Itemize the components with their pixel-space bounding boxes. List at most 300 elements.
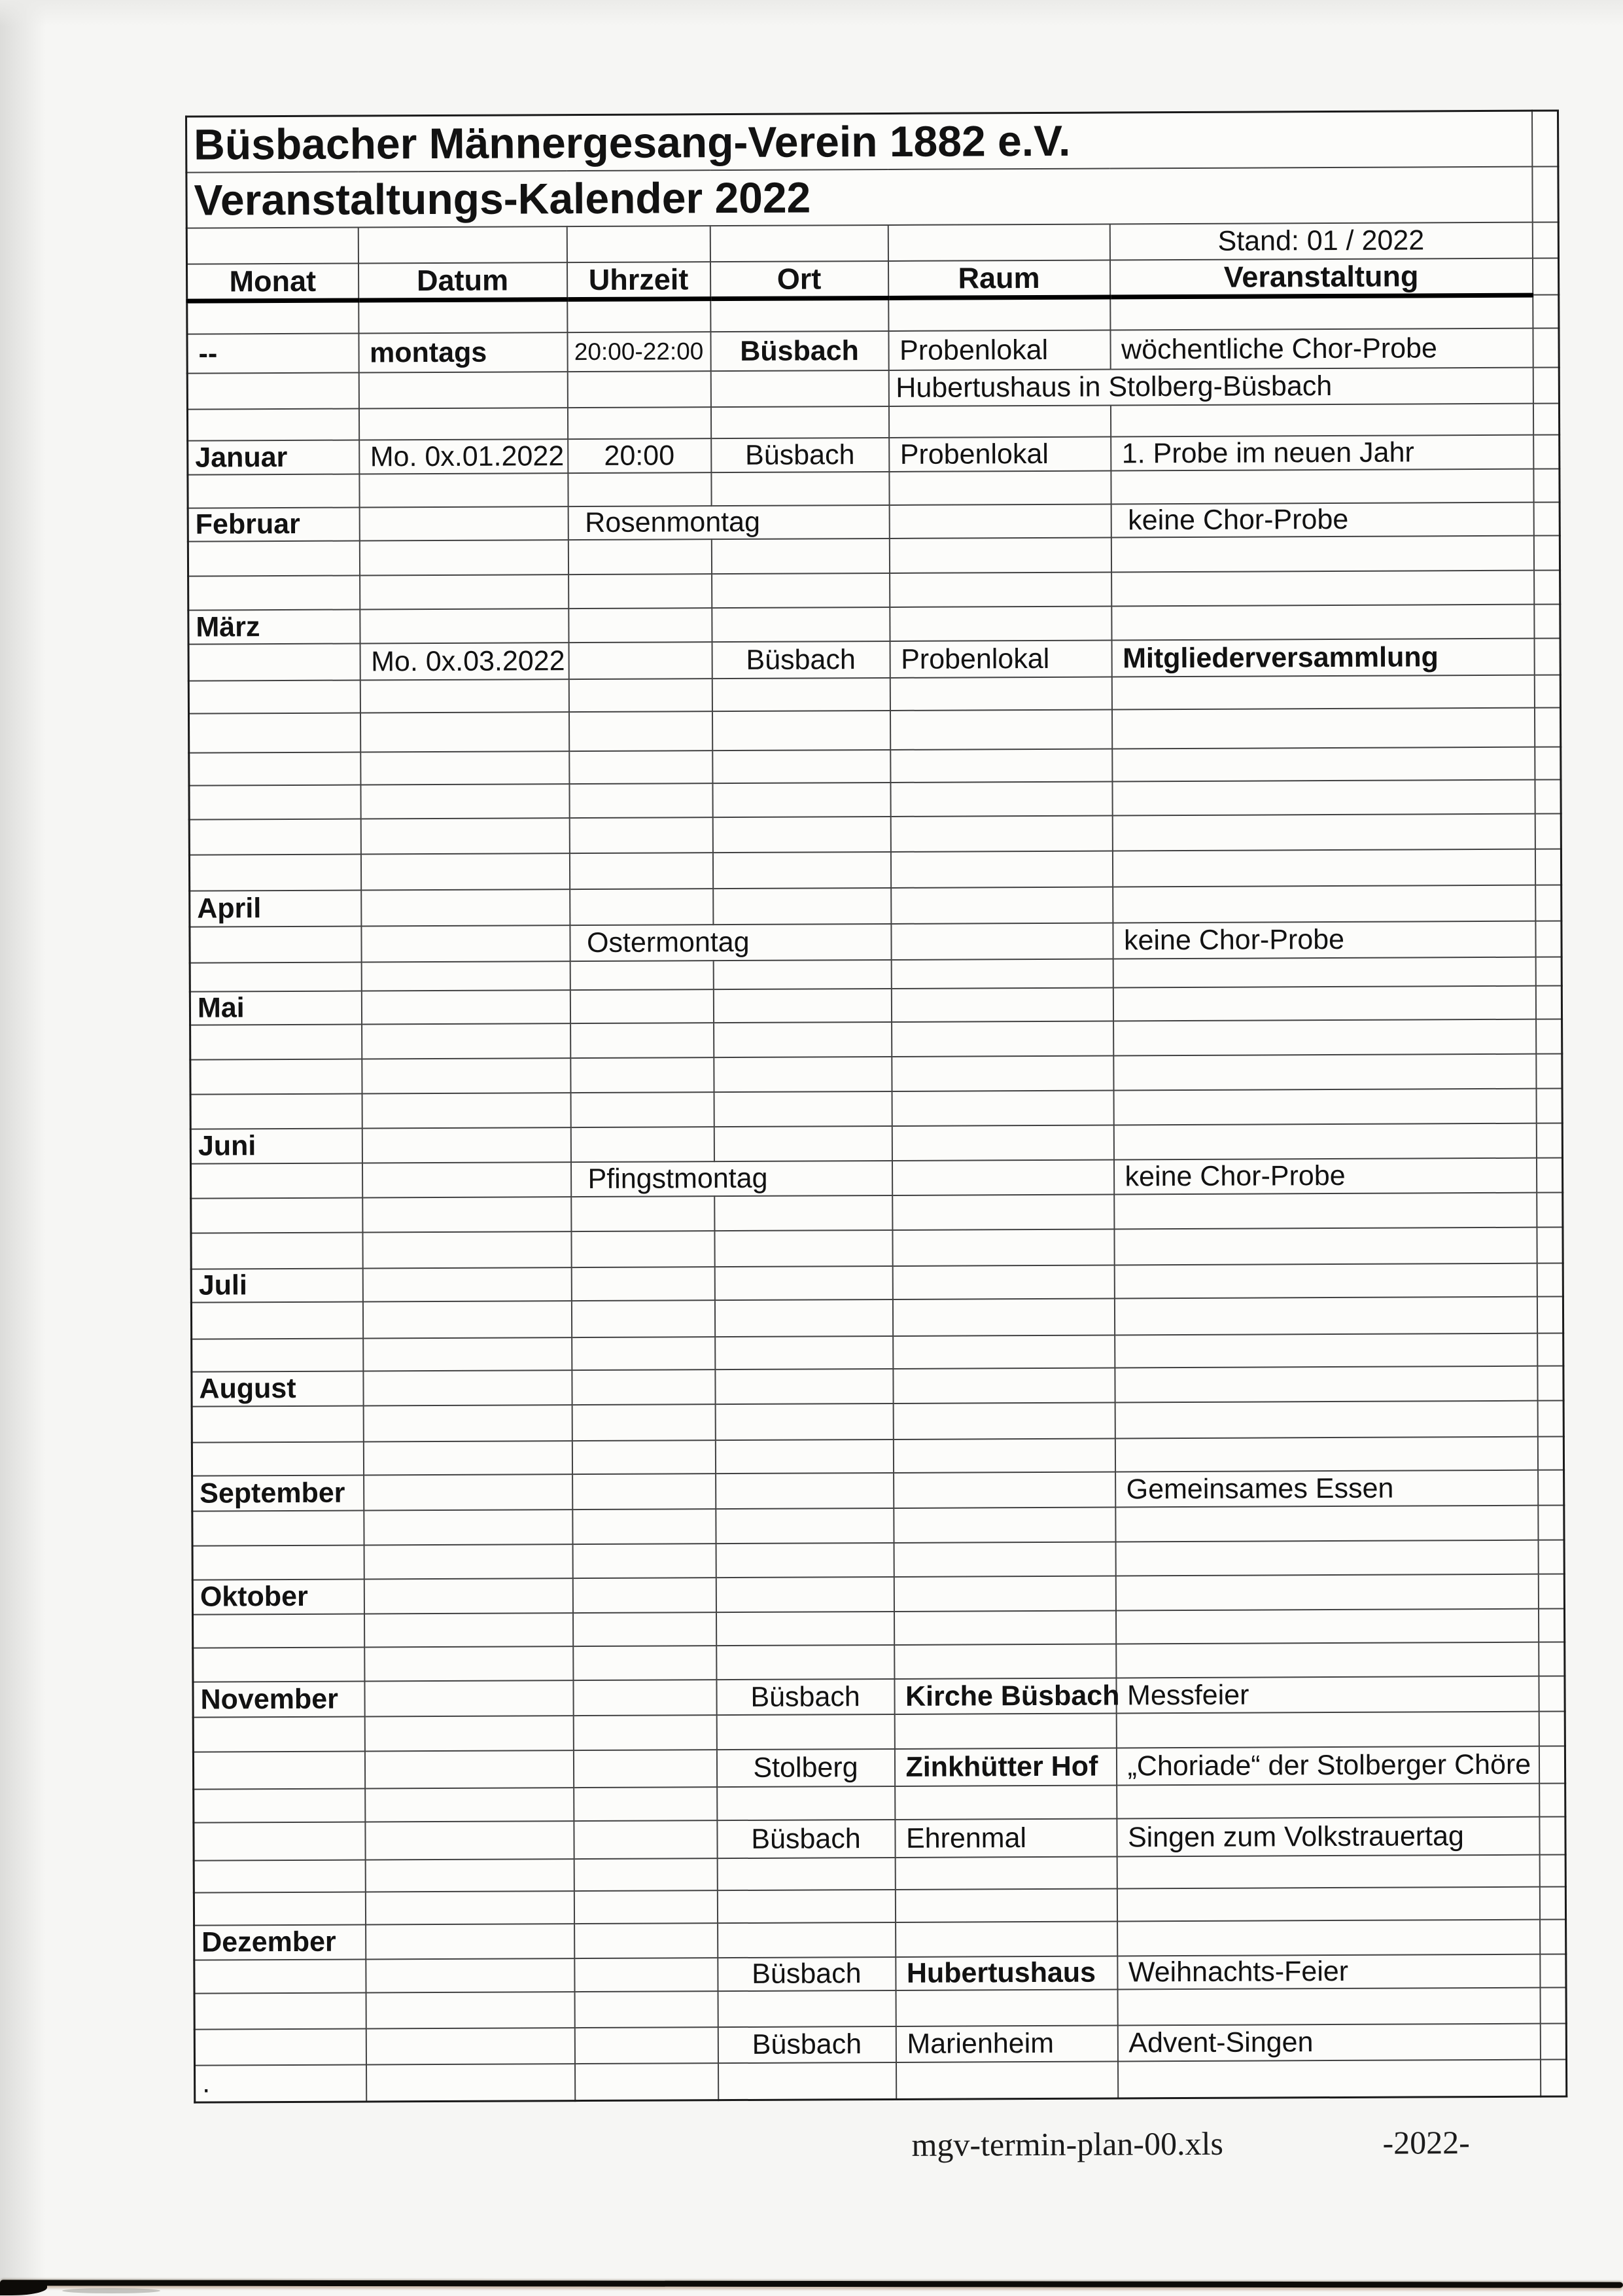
margin-cell [1536, 1019, 1562, 1053]
empty-cell [892, 1125, 1113, 1160]
table-row [187, 368, 1559, 410]
cell-veranstaltung: keine Chor-Probe [1111, 503, 1533, 538]
empty-cell [194, 1992, 366, 2029]
margin-cell [1538, 1505, 1564, 1540]
empty-cell [714, 1057, 892, 1092]
cell-datum: Mo. 0x.03.2022 [360, 643, 568, 680]
empty-cell [892, 1021, 1113, 1056]
empty-cell [567, 298, 710, 332]
empty-cell [714, 1195, 892, 1231]
empty-cell [1117, 1920, 1540, 1956]
empty-cell [894, 1644, 1116, 1678]
margin-cell [1539, 1746, 1565, 1783]
empty-cell [361, 990, 570, 1024]
cell-monat: Juni [190, 1129, 362, 1164]
empty-cell [1113, 986, 1535, 1021]
empty-cell [890, 781, 1112, 816]
margin-cell [1540, 2023, 1566, 2059]
empty-cell [891, 959, 1113, 988]
paper-top-edge-shading [0, 0, 1623, 26]
margin-cell [1532, 222, 1558, 258]
table-row [195, 2059, 1567, 2102]
empty-cell [890, 677, 1111, 710]
empty-cell [366, 1958, 574, 1992]
empty-cell [188, 644, 360, 681]
empty-cell [194, 1860, 365, 1892]
document-title-row [186, 111, 1558, 172]
empty-cell [366, 1992, 574, 2028]
cell-raum: Hubertushaus in Stolberg-Büsbach [888, 368, 1533, 406]
empty-cell [716, 1473, 894, 1509]
empty-cell [894, 1542, 1115, 1576]
empty-cell [362, 1093, 570, 1128]
cell-uhrzeit: 20:00 [568, 438, 711, 473]
empty-cell [1111, 675, 1534, 710]
empty-cell [188, 474, 359, 508]
margin-cell [1533, 328, 1559, 368]
empty-cell [574, 1991, 718, 2028]
cell-raum: Probenlokal [890, 640, 1111, 677]
empty-cell [716, 1612, 894, 1646]
empty-cell [1112, 849, 1535, 887]
cell-veranstaltung: Mitgliederversammlung [1111, 639, 1534, 677]
empty-cell [896, 1921, 1117, 1956]
margin-cell [1537, 1227, 1563, 1263]
margin-cell [1541, 2059, 1567, 2096]
empty-cell [191, 1232, 362, 1269]
empty-cell [193, 1647, 364, 1682]
empty-cell [567, 226, 710, 262]
empty-cell [360, 818, 569, 854]
margin-cell [1534, 675, 1560, 708]
empty-cell [714, 1091, 892, 1127]
cell-monat: April [190, 891, 361, 927]
empty-cell [890, 851, 1112, 887]
empty-row [194, 1886, 1565, 1925]
cell-veranstaltung: wöchentliche Chor-Probe [1110, 328, 1533, 370]
empty-cell [192, 1441, 363, 1475]
footer-year: -2022- [1382, 2124, 1470, 2161]
empty-cell [575, 2063, 718, 2100]
column-header-uhrzeit: Uhrzeit [567, 262, 710, 299]
cell-ort: Büsbach [718, 1957, 896, 1991]
cell-datum: montags [358, 332, 567, 372]
margin-cell [1535, 779, 1561, 813]
empty-cell [570, 989, 713, 1023]
empty-cell [888, 405, 1110, 437]
column-header-ort: Ort [710, 260, 888, 298]
empty-cell [360, 751, 569, 785]
empty-cell [363, 1370, 572, 1405]
empty-cell [1111, 571, 1534, 607]
empty-row [189, 747, 1561, 785]
cell-monat: November [193, 1681, 364, 1717]
column-header-monat: Monat [186, 263, 358, 301]
margin-cell [1537, 1366, 1563, 1400]
empty-row [193, 1608, 1565, 1648]
empty-row [191, 1192, 1563, 1233]
empty-cell [188, 713, 360, 753]
cell-veranstaltung: keine Chor-Probe [1113, 921, 1535, 959]
margin-cell [1533, 469, 1560, 503]
cell-monat: Februar [188, 508, 359, 542]
empty-cell [571, 1267, 714, 1301]
table-row [193, 1676, 1565, 1717]
empty-cell [891, 923, 1113, 959]
empty-cell [892, 1229, 1114, 1265]
margin-cell [1537, 1157, 1563, 1192]
empty-cell [1110, 295, 1533, 330]
cell-ort: Büsbach [710, 331, 888, 371]
margin-cell [1534, 571, 1560, 605]
empty-cell [713, 888, 891, 925]
empty-cell [192, 1545, 364, 1580]
empty-cell [365, 1821, 574, 1860]
cell-veranstaltung: Messfeier [1116, 1676, 1539, 1714]
empty-cell [712, 573, 890, 608]
empty-cell [570, 1092, 714, 1127]
cell-veranstaltung: keine Chor-Probe [1113, 1158, 1536, 1195]
empty-cell [892, 1298, 1114, 1335]
empty-cell [1114, 1227, 1537, 1265]
empty-cell [712, 783, 890, 817]
empty-cell [895, 1785, 1117, 1819]
margin-cell [1533, 368, 1559, 404]
margin-cell [1537, 1192, 1563, 1227]
table-row [193, 1746, 1565, 1789]
empty-cell [190, 1059, 362, 1095]
empty-cell [366, 2028, 574, 2064]
table-row [190, 921, 1562, 963]
empty-cell [712, 817, 890, 853]
empty-cell [1111, 469, 1533, 504]
cell-monat: Januar [188, 440, 359, 475]
empty-cell [1113, 1054, 1536, 1091]
empty-cell [714, 1266, 892, 1300]
margin-cell [1535, 813, 1561, 849]
empty-cell [716, 1714, 894, 1750]
empty-row [189, 813, 1561, 855]
cell-ort: Stolberg [716, 1749, 894, 1787]
empty-cell [714, 1126, 892, 1161]
empty-cell [1113, 957, 1535, 988]
empty-cell [358, 408, 567, 440]
empty-cell [364, 1646, 573, 1681]
empty-cell [1117, 1784, 1539, 1819]
empty-cell [895, 1888, 1117, 1922]
empty-row [188, 571, 1560, 610]
empty-cell [712, 607, 890, 642]
empty-cell [568, 539, 711, 574]
empty-cell [1115, 1333, 1537, 1368]
empty-cell [190, 1094, 362, 1129]
empty-cell [1115, 1609, 1538, 1644]
empty-cell [360, 784, 569, 819]
empty-cell [716, 1577, 894, 1612]
empty-cell [892, 1194, 1114, 1229]
empty-cell [574, 1820, 717, 1859]
margin-cell [1535, 849, 1561, 885]
margin-cell [1534, 605, 1560, 639]
empty-cell [569, 853, 712, 889]
empty-cell [362, 1162, 570, 1197]
empty-cell [889, 504, 1111, 538]
empty-cell [894, 1713, 1116, 1748]
calendar-sheet [185, 110, 1567, 2163]
table-row [194, 1919, 1566, 1960]
empty-cell [1111, 605, 1534, 641]
empty-cell [892, 1265, 1114, 1299]
empty-cell [362, 1197, 571, 1232]
margin-cell [1537, 1436, 1563, 1470]
empty-cell [191, 1197, 362, 1233]
empty-cell [364, 1544, 572, 1579]
empty-cell [194, 1822, 365, 1860]
empty-cell [363, 1405, 572, 1441]
cell-monat: Oktober [192, 1579, 364, 1614]
cell-uhrzeit: Rosenmontag [568, 505, 889, 540]
empty-cell [716, 1543, 894, 1578]
table-row [190, 1157, 1562, 1198]
cell-monat: -- [187, 334, 358, 374]
margin-cell [1534, 639, 1560, 675]
empty-cell [571, 1196, 714, 1231]
empty-row [193, 1711, 1565, 1752]
empty-cell [187, 409, 358, 441]
empty-cell [711, 539, 889, 574]
empty-cell [574, 2027, 718, 2064]
empty-cell [189, 819, 360, 855]
table-row [191, 1263, 1563, 1302]
empty-cell [570, 961, 713, 990]
empty-cell [714, 1230, 892, 1267]
empty-cell [891, 987, 1113, 1021]
margin-cell [1533, 435, 1560, 469]
empty-cell [893, 1438, 1115, 1472]
empty-cell [360, 609, 568, 643]
margin-cell [1538, 1540, 1564, 1574]
margin-cell [1539, 1642, 1565, 1676]
empty-cell [362, 1058, 570, 1093]
empty-cell [717, 1858, 895, 1890]
empty-cell [362, 1023, 570, 1059]
empty-cell [1113, 1123, 1536, 1160]
empty-cell [364, 1578, 572, 1614]
empty-cell [189, 752, 360, 786]
empty-cell [574, 1958, 718, 1992]
empty-cell [572, 1578, 716, 1613]
empty-cell [711, 472, 889, 506]
empty-cell [192, 1405, 363, 1442]
empty-cell [1113, 885, 1535, 923]
margin-cell [1539, 1711, 1565, 1746]
cell-ort: Büsbach [718, 2026, 896, 2063]
empty-cell [365, 1891, 574, 1924]
table-row [192, 1470, 1564, 1511]
empty-cell [1112, 780, 1535, 816]
empty-cell [710, 406, 888, 438]
empty-cell [1115, 1366, 1537, 1403]
margin-cell [1539, 1886, 1565, 1919]
empty-cell [715, 1439, 893, 1474]
subtitle-row [186, 166, 1558, 228]
cell-veranstaltung: Advent-Singen [1117, 2024, 1540, 2062]
table-row [187, 328, 1559, 374]
empty-cell [712, 852, 890, 889]
empty-cell [572, 1509, 716, 1544]
empty-cell [718, 1922, 896, 1958]
empty-cell [1115, 1401, 1537, 1439]
empty-cell [570, 1023, 714, 1058]
empty-cell [359, 506, 568, 540]
empty-cell [572, 1612, 716, 1646]
empty-cell [570, 1057, 714, 1093]
empty-cell [718, 1990, 896, 2027]
margin-cell [1536, 1123, 1562, 1157]
empty-cell [362, 1301, 571, 1338]
empty-cell [573, 1646, 716, 1680]
empty-cell [710, 224, 888, 261]
empty-cell [360, 712, 568, 752]
empty-cell [194, 1892, 365, 1925]
margin-cell [1539, 1854, 1565, 1886]
empty-cell [713, 960, 891, 989]
empty-cell [894, 1507, 1115, 1542]
paper-left-edge-shading [0, 0, 46, 2296]
empty-cell [366, 1924, 574, 1959]
empty-cell [1114, 1263, 1537, 1299]
margin-cell [1537, 1263, 1563, 1296]
empty-cell [574, 1787, 717, 1821]
empty-row [192, 1505, 1564, 1545]
cell-uhrzeit: Pfingstmontag [570, 1161, 892, 1197]
empty-cell [569, 751, 712, 784]
empty-cell [188, 576, 360, 610]
empty-cell [573, 1715, 716, 1750]
table-row [194, 1816, 1565, 1860]
empty-cell [1116, 1642, 1539, 1678]
empty-cell [569, 817, 712, 853]
empty-row [192, 1540, 1564, 1580]
empty-cell [188, 680, 360, 714]
empty-row [190, 1088, 1562, 1129]
empty-cell [361, 961, 570, 991]
margin-cell [1535, 985, 1562, 1019]
empty-cell [364, 1716, 573, 1751]
empty-cell [572, 1404, 715, 1441]
column-header-raum: Raum [888, 260, 1109, 298]
empty-cell [364, 1474, 572, 1510]
empty-row [191, 1296, 1563, 1339]
empty-cell [362, 1231, 571, 1268]
empty-cell [718, 2062, 896, 2100]
empty-cell [888, 224, 1109, 260]
empty-cell [890, 572, 1111, 607]
empty-cell [361, 925, 570, 962]
empty-cell [570, 1127, 714, 1162]
empty-cell [889, 537, 1111, 573]
margin-cell [1535, 921, 1562, 957]
empty-cell [364, 1750, 573, 1788]
empty-cell [1110, 404, 1533, 437]
empty-cell [190, 1163, 362, 1199]
empty-cell [364, 1680, 573, 1716]
empty-cell [362, 1267, 571, 1301]
empty-cell [1113, 1019, 1536, 1056]
table-row [190, 985, 1562, 1025]
empty-cell [716, 1508, 894, 1544]
margin-cell [1535, 708, 1561, 747]
cell-veranstaltung: Weihnachts-Feier [1117, 1954, 1540, 1990]
empty-cell [572, 1337, 715, 1370]
margin-cell [1537, 1296, 1563, 1333]
empty-cell [365, 1859, 574, 1892]
empty-cell [191, 1301, 362, 1339]
cell-raum: Probenlokal [888, 330, 1110, 370]
empty-cell [194, 1959, 366, 1993]
empty-row [189, 849, 1561, 891]
column-header-datum: Datum [358, 262, 567, 300]
column-header-veranstaltung: Veranstaltung [1109, 258, 1532, 296]
margin-cell [1532, 111, 1558, 166]
empty-cell [189, 785, 360, 820]
cell-monat: . [195, 2064, 366, 2102]
empty-cell [893, 1368, 1115, 1403]
empty-cell [896, 1989, 1117, 2026]
empty-cell [715, 1336, 893, 1369]
empty-cell [568, 472, 711, 506]
cell-monat: März [188, 610, 360, 645]
page-footer [194, 2123, 1565, 2174]
table-row [190, 1123, 1562, 1163]
empty-cell [1113, 1089, 1536, 1125]
margin-cell [1537, 1333, 1563, 1366]
scanner-edge-line [0, 2280, 1623, 2287]
margin-cell [1536, 1088, 1562, 1123]
empty-row [191, 1227, 1563, 1269]
empty-cell [890, 709, 1111, 749]
empty-row [187, 295, 1559, 334]
empty-cell [190, 1025, 362, 1060]
cell-veranstaltung: Singen zum Volkstrauertag [1117, 1817, 1539, 1857]
cell-veranstaltung: 1. Probe im neuen Jahr [1111, 435, 1533, 471]
cell-monat: September [192, 1475, 364, 1511]
margin-cell [1539, 1676, 1565, 1711]
empty-cell [1115, 1437, 1537, 1472]
empty-row [194, 1987, 1566, 2029]
margin-cell [1538, 1574, 1564, 1608]
empty-cell [193, 1716, 364, 1752]
empty-cell [1117, 1855, 1539, 1889]
empty-cell [568, 608, 712, 643]
cell-raum: Marienheim [896, 2025, 1117, 2062]
empty-cell [1117, 1988, 1540, 2026]
table-row [194, 2023, 1566, 2065]
margin-cell [1533, 404, 1559, 435]
cell-monat: August [192, 1371, 363, 1406]
margin-cell [1539, 1783, 1565, 1816]
margin-cell [1539, 1608, 1565, 1642]
cell-raum: Zinkhütter Hof [894, 1748, 1116, 1786]
cell-ort: Büsbach [716, 1679, 894, 1715]
empty-cell [894, 1472, 1115, 1508]
margin-cell [1535, 747, 1561, 779]
empty-cell [888, 296, 1110, 330]
empty-cell [1112, 814, 1535, 851]
empty-cell [194, 1788, 365, 1822]
empty-cell [892, 1159, 1113, 1195]
empty-cell [358, 299, 567, 333]
